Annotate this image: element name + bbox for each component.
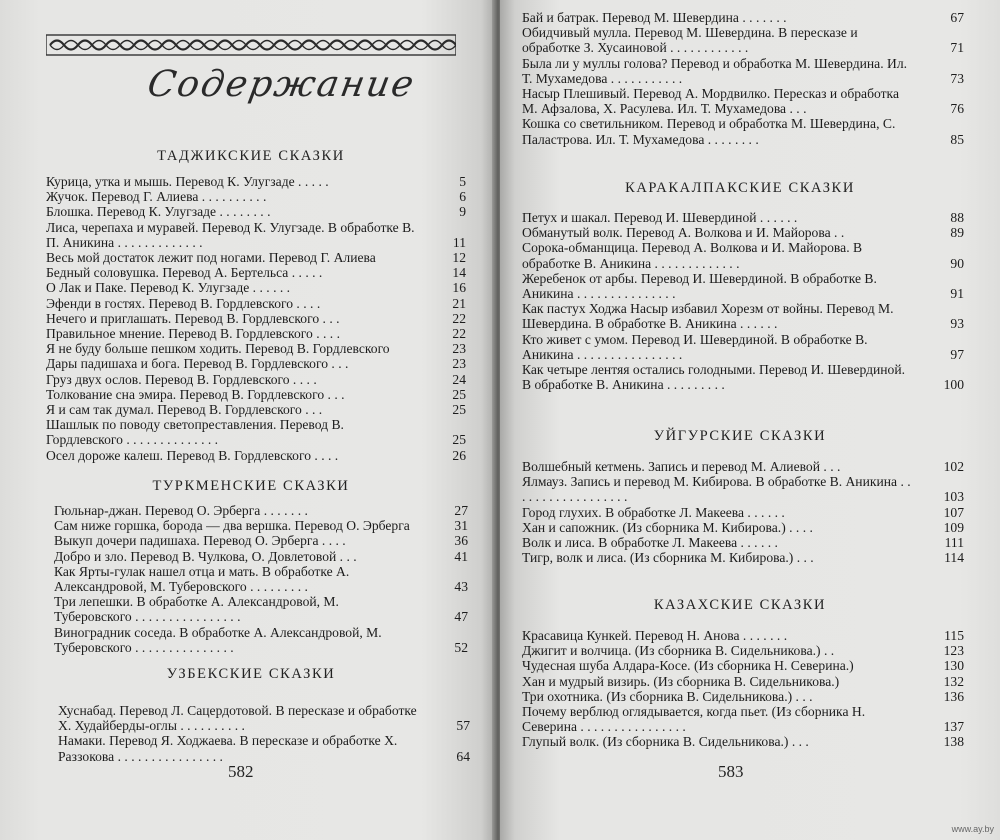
toc-entry <box>46 402 466 417</box>
toc-entry-title: Бай и батрак. Перевод М. Шевердина . . . . . . . <box>522 10 787 25</box>
toc-entry-title: Я и сам так думал. Перевод В. Гордлевского . . . <box>46 402 323 418</box>
toc-entry-page-number: 21 <box>452 295 466 311</box>
toc-entry-title: Петух и шакал. Перевод И. Шевердиной . . . . . . <box>522 210 798 225</box>
toc-entry-page-number: 27 <box>454 503 468 518</box>
toc-entry-page-number: 130 <box>943 658 964 674</box>
toc-entry-page-number: 64 <box>456 748 470 764</box>
toc-entry <box>46 174 466 189</box>
toc-list-karakalpak <box>522 210 964 392</box>
toc-entry-page-number: 23 <box>452 341 466 357</box>
toc-entry-page-number: 107 <box>943 504 964 520</box>
toc-entry <box>46 250 466 265</box>
toc-entry <box>46 311 466 326</box>
section-heading-uyghur: УЙГУРСКИЕ СКАЗКИ <box>653 428 827 444</box>
toc-entry-page-number: 111 <box>944 535 964 551</box>
toc-entry-page-number: 47 <box>454 609 468 625</box>
toc-entry-title: Сам ниже горшка, борода — два вершка. Перевод О. Эрберга <box>54 518 410 534</box>
toc-entry-title: Блошка. Перевод К. Улугзаде . . . . . . . . <box>46 204 271 220</box>
toc-entry <box>54 549 468 564</box>
toc-entry-page-number: 67 <box>950 10 964 25</box>
toc-entry <box>58 703 470 733</box>
toc-entry-title: Кто живет с умом. Перевод И. Шевердиной. В обработке В. Аникина . . . . . . . . . . . . . . . . <box>522 331 868 362</box>
toc-entry <box>522 643 964 658</box>
toc-entry-title: Почему верблюд оглядывается, когда пьет. (Из сборника Н. Северина . . . . . . . . . . . . . . . . <box>522 704 866 735</box>
toc-entry-page-number: 24 <box>452 371 466 387</box>
toc-entry <box>522 535 964 550</box>
toc-entry <box>46 280 466 295</box>
toc-entry <box>46 265 466 280</box>
toc-entry-title: Эфенди в гостях. Перевод В. Гордлевского . . . . <box>46 295 321 311</box>
toc-entry-page-number: 16 <box>452 280 466 296</box>
toc-entry-title: Три лепешки. В обработке А. Александровой, М. Туберовского . . . . . . . . . . . . . . . . <box>54 594 339 625</box>
toc-entry-title: Выкуп дочери падишаха. Перевод О. Эрберга . . . . <box>54 533 346 549</box>
toc-entry <box>58 733 470 763</box>
toc-entry-title: Лиса, черепаха и муравей. Перевод К. Улугзаде. В обработке В. П. Аникина . . . . . . . . . . . . . <box>46 219 415 250</box>
toc-entry-page-number: 26 <box>452 447 466 463</box>
toc-entry-page-number: 6 <box>459 189 466 205</box>
toc-entry-page-number: 73 <box>950 70 964 86</box>
toc-entry-page-number: 31 <box>454 518 468 534</box>
toc-list-uzbek <box>58 703 470 764</box>
toc-entry-page-number: 25 <box>452 386 466 402</box>
toc-entry-title: Насыр Плешивый. Перевод А. Мордвилко. Пересказ и обработка М. Афзалова, Х. Расулева. Ил. Т. Мухамедова . . . <box>522 86 899 117</box>
toc-entry <box>522 301 964 331</box>
toc-entry-page-number: 114 <box>944 550 964 566</box>
toc-entry-title: Осел дороже калеш. Перевод В. Гордлевского . . . . <box>46 447 339 463</box>
toc-entry-page-number: 115 <box>944 628 964 643</box>
toc-entry <box>522 56 964 86</box>
toc-entry-title: Весь мой достаток лежит под ногами. Перевод Г. Алиева <box>46 250 376 266</box>
toc-entry-page-number: 97 <box>950 346 964 362</box>
toc-entry-title: Красавица Кункей. Перевод Н. Анова . . . . . . . <box>522 628 788 643</box>
toc-entry-title: Жеребенок от арбы. Перевод И. Шевердиной. В обработке В. Аникина . . . . . . . . . . . . . . . <box>522 270 877 302</box>
toc-entry-title: Курица, утка и мышь. Перевод К. Улугзаде . . . . . <box>46 174 329 189</box>
toc-entry <box>522 332 964 362</box>
toc-entry <box>54 533 468 548</box>
toc-list-turkmen <box>54 503 468 655</box>
toc-list-tajik <box>46 174 466 463</box>
toc-entry <box>46 296 466 311</box>
toc-entry <box>54 503 468 518</box>
toc-entry <box>522 734 964 749</box>
toc-entry-title: Чудесная шуба Алдара-Косе. (Из сборника Н. Северина.) <box>522 658 854 674</box>
toc-entry-title: Бедный соловушка. Перевод А. Бертельса . . . . . <box>46 265 323 281</box>
toc-entry-page-number: 22 <box>452 310 466 326</box>
toc-entry-page-number: 14 <box>452 265 466 281</box>
section-heading-karakalpak: КАРАКАЛПАКСКИЕ СКАЗКИ <box>625 180 855 196</box>
section-heading-kazakh: КАЗАХСКИЕ СКАЗКИ <box>653 597 827 613</box>
toc-entry-page-number: 25 <box>452 402 466 418</box>
toc-entry-title: Жучок. Перевод Г. Алиева . . . . . . . . . . <box>46 189 267 205</box>
toc-entry-title: Сорока-обманщица. Перевод А. Волкова и И. Майорова. В обработке В. Аникина . . . . . . . . . . . . . <box>522 240 863 271</box>
toc-entry-title: Толкование сна эмира. Перевод В. Гордлевского . . . <box>46 386 345 402</box>
toc-entry-title: Груз двух ослов. Перевод В. Гордлевского . . . . <box>46 371 317 387</box>
toc-entry <box>46 189 466 204</box>
toc-entry-page-number: 71 <box>950 40 964 56</box>
toc-entry-page-number: 103 <box>943 489 964 505</box>
toc-entry-title: Как пастух Ходжа Насыр избавил Хорезм от войны. Перевод М. Шевердина. В обработке В. Аникина . . . . . . <box>522 301 894 332</box>
toc-entry-page-number: 88 <box>950 210 964 225</box>
page-number-right: 583 <box>718 762 744 781</box>
toc-entry-page-number: 109 <box>943 519 964 535</box>
toc-entry <box>522 10 964 25</box>
toc-entry-title: Виноградник соседа. В обработке А. Александровой, М. Туберовского . . . . . . . . . . . . . . . <box>54 624 382 655</box>
toc-entry-title: Обманутый волк. Перевод А. Волкова и И. Майорова . . <box>522 225 845 241</box>
toc-entry <box>522 474 964 504</box>
toc-entry-title: Ялмауз. Запись и перевод М. Кибирова. В обработке В. Аникина . . . . . . . . . . . . . . . . . . <box>522 474 911 505</box>
toc-entry <box>522 271 964 301</box>
toc-entry-page-number: 90 <box>950 255 964 271</box>
section-heading-uzbek: УЗБЕКСКИЕ СКАЗКИ <box>166 666 336 682</box>
toc-entry <box>522 505 964 520</box>
toc-entry-title: Намаки. Перевод Я. Ходжаева. В пересказе и обработке Х. Раззокова . . . . . . . . . . . . . . . . <box>58 733 398 764</box>
page-number-left: 582 <box>228 762 254 781</box>
toc-entry <box>46 417 466 447</box>
toc-entry-page-number: 76 <box>950 101 964 117</box>
toc-entry <box>522 86 964 116</box>
toc-entry-page-number: 102 <box>943 459 964 474</box>
toc-entry <box>522 658 964 673</box>
toc-entry-title: Я не буду больше пешком ходить. Перевод В. Гордлевского <box>46 341 390 357</box>
toc-entry-title: Шашлык по поводу светопреставления. Перевод В. Гордлевского . . . . . . . . . . . . . . <box>46 417 344 448</box>
toc-entry-page-number: 23 <box>452 356 466 372</box>
toc-entry <box>46 387 466 402</box>
toc-entry-page-number: 12 <box>452 250 466 266</box>
decorative-border-ornament <box>46 34 456 56</box>
toc-entry-title: О Лак и Паке. Перевод К. Улугзаде . . . . . . <box>46 280 291 296</box>
toc-entry-page-number: 138 <box>943 734 964 750</box>
toc-entry <box>522 459 964 474</box>
toc-entry-title: Тигр, волк и лиса. (Из сборника М. Кибирова.) . . . <box>522 550 814 566</box>
toc-entry-page-number: 91 <box>950 286 964 302</box>
toc-entry-title: Хуснабад. Перевод Л. Сацердотовой. В пересказе и обработке Х. Худайберды-оглы . . . . . . . . . . <box>58 703 417 734</box>
toc-list-kazakh <box>522 628 964 750</box>
toc-entry-page-number: 41 <box>454 548 468 564</box>
toc-entry-title: Дары падишаха и бога. Перевод В. Гордлевского . . . <box>46 356 349 372</box>
toc-entry <box>522 362 964 392</box>
right-page <box>500 0 1000 840</box>
toc-list-uzbek-continued <box>522 10 964 147</box>
toc-entry-title: Как четыре лентяя остались голодными. Перевод И. Шевердиной. В обработке В. Аникина . . . . . . . . . <box>522 362 906 393</box>
toc-entry-page-number: 9 <box>459 204 466 220</box>
toc-entry <box>46 356 466 371</box>
toc-entry <box>46 341 466 356</box>
toc-entry <box>54 564 468 594</box>
toc-entry <box>46 372 466 387</box>
toc-entry <box>522 116 964 146</box>
left-page <box>0 0 496 840</box>
toc-entry-page-number: 137 <box>943 719 964 735</box>
toc-entry-page-number: 22 <box>452 326 466 342</box>
toc-entry <box>522 240 964 270</box>
toc-entry-title: Джигит и волчица. (Из сборника В. Сидельникова.) . . <box>522 643 835 659</box>
toc-entry-title: Гюльнар-джан. Перевод О. Эрберга . . . . . . . <box>54 503 308 518</box>
toc-entry-title: Хан и сапожник. (Из сборника М. Кибирова.) . . . . <box>522 519 813 535</box>
toc-entry-title: Волшебный кетмень. Запись и перевод М. Алиевой . . . <box>522 459 841 474</box>
toc-entry <box>522 704 964 734</box>
toc-entry <box>522 628 964 643</box>
toc-entry <box>522 520 964 535</box>
toc-entry-page-number: 43 <box>454 579 468 595</box>
toc-list-uyghur <box>522 459 964 565</box>
toc-entry <box>522 210 964 225</box>
toc-entry-title: Город глухих. В обработке Л. Макеева . . . . . . <box>522 504 785 520</box>
toc-entry-page-number: 25 <box>452 432 466 448</box>
toc-entry-page-number: 100 <box>943 377 964 393</box>
toc-entry-title: Как Ярты-гулак нашел отца и мать. В обработке А. Александровой, М. Туберовского . . . . . . . . . <box>54 563 350 595</box>
toc-entry <box>522 674 964 689</box>
toc-entry-page-number: 132 <box>943 673 964 689</box>
page-title: Содержание <box>144 64 419 105</box>
toc-entry-title: Кошка со светильником. Перевод и обработка М. Шевердина, С. Паластрова. Ил. Т. Мухамедова . . . . . . . . <box>522 116 896 147</box>
toc-entry-page-number: 52 <box>454 639 468 655</box>
toc-entry-title: Правильное мнение. Перевод В. Гордлевского . . . . <box>46 326 340 342</box>
section-heading-turkmen: ТУРКМЕНСКИЕ СКАЗКИ <box>152 478 350 494</box>
toc-entry-page-number: 136 <box>943 688 964 704</box>
toc-entry <box>46 448 466 463</box>
toc-entry-title: Волк и лиса. В обработке Л. Макеева . . . . . . <box>522 535 778 551</box>
toc-entry-title: Хан и мудрый визирь. (Из сборника В. Сидельникова.) <box>522 673 840 689</box>
toc-entry <box>522 25 964 55</box>
toc-entry-title: Глупый волк. (Из сборника В. Сидельникова.) . . . <box>522 734 809 750</box>
toc-entry <box>522 550 964 565</box>
toc-entry-title: Три охотника. (Из сборника В. Сидельникова.) . . . <box>522 688 813 704</box>
toc-entry <box>46 326 466 341</box>
toc-entry <box>46 204 466 219</box>
toc-entry-page-number: 5 <box>459 174 466 189</box>
toc-entry-page-number: 57 <box>456 718 470 734</box>
toc-entry-page-number: 11 <box>452 234 466 250</box>
toc-entry <box>54 594 468 624</box>
toc-entry <box>54 518 468 533</box>
toc-entry-page-number: 93 <box>950 316 964 332</box>
toc-entry-page-number: 89 <box>950 225 964 241</box>
toc-entry-title: Была ли у муллы голова? Перевод и обработка М. Шевердина. Ил. Т. Мухамедова . . . . . . . . . . . <box>522 55 908 86</box>
toc-entry <box>522 225 964 240</box>
toc-entry-title: Нечего и приглашать. Перевод В. Гордлевского . . . <box>46 310 340 326</box>
toc-entry-page-number: 85 <box>950 131 964 147</box>
toc-entry <box>522 689 964 704</box>
toc-entry <box>46 220 466 250</box>
toc-entry-page-number: 36 <box>454 533 468 549</box>
toc-entry <box>54 625 468 655</box>
watermark: www.ay.by <box>951 824 994 834</box>
toc-entry-title: Добро и зло. Перевод В. Чулкова, О. Довлетовой . . . <box>54 548 357 564</box>
section-heading-tajik: ТАДЖИКСКИЕ СКАЗКИ <box>157 148 345 164</box>
toc-entry-page-number: 123 <box>943 643 964 659</box>
toc-entry-title: Обидчивый мулла. Перевод М. Шевердина. В пересказе и обработке З. Хусаиновой . . . . . . . . . . . . <box>522 25 858 56</box>
